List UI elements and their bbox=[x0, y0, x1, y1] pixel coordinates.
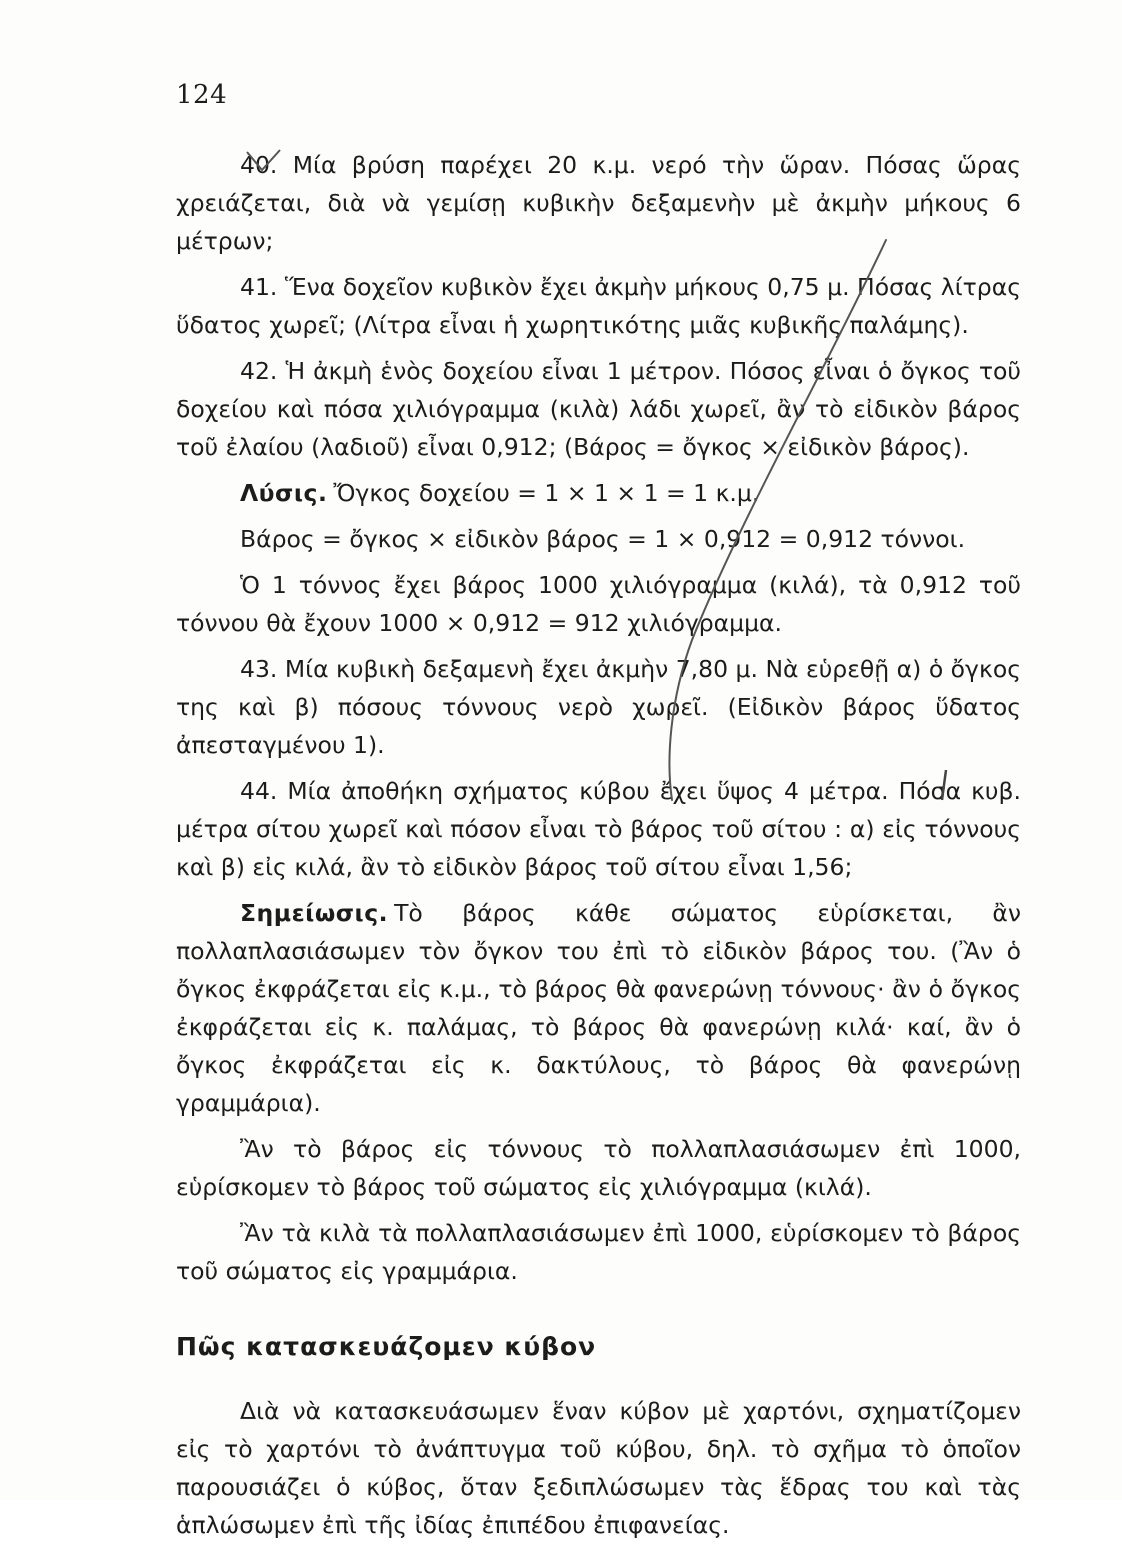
page-number: 124 bbox=[176, 80, 228, 110]
solution-line-3: Ὁ 1 τόννος ἔχει βάρος 1000 χιλιόγραμμα (κιλά), τὰ 0,912 τοῦ τόννου θὰ ἔχουν 1000 × 0,912 = 912 χιλιόγραμμα. bbox=[176, 571, 1021, 637]
solution-label: Λύσις. bbox=[240, 479, 328, 507]
exercise-40: 40. Μία βρύση παρέχει 20 κ.μ. νερό τὴν ὥραν. Πόσας ὥρας χρειάζεται, διὰ νὰ γεμίσῃ κυβικὴν δεξαμενὴν μὲ ἀκμὴν μήκους 6 μέτρων; bbox=[176, 151, 1021, 255]
note-label: Σημείωσις. bbox=[240, 899, 389, 927]
section-heading: Πῶς κατασκευάζομεν κύβον bbox=[176, 1332, 597, 1361]
solution-line-1 bbox=[176, 474, 1021, 512]
exercise-41: 41. Ἕνα δοχεῖον κυβικὸν ἔχει ἀκμὴν μήκους 0,75 μ. Πόσας λίτρας ὕδατος χωρεῖ; (Λίτρα εἶναι ἡ χωρητικότης μιᾶς κυβικῆς παλάμης). bbox=[176, 273, 1021, 339]
section-paragraph: Διὰ νὰ κατασκευάσωμεν ἕναν κύβον μὲ χαρτόνι, σχηματίζομεν εἰς τὸ χαρτόνι τὸ ἀνάπτυγμα τοῦ κύβου, δηλ. τὸ σχῆμα τὸ ὁποῖον παρουσιάζει ὁ κύβος, ὅταν ξεδιπλώσωμεν τὰς ἕδρας του καὶ τὰς ἁπλώσωμεν ἐπὶ τῆς ἰδίας ἐπιπέδου ἐπιφανείας. bbox=[176, 1397, 1021, 1539]
note-paragraph-2: Ἂν τὸ βάρος εἰς τόννους τὸ πολλαπλασιάσωμεν ἐπὶ 1000, εὑρίσκομεν τὸ βάρος τοῦ σώματος εἰς χιλιόγραμμα (κιλά). bbox=[176, 1135, 1021, 1201]
solution-line-2: Βάρος = ὄγκος × εἰδικὸν βάρος = 1 × 0,912 = 0,912 τόννοι. bbox=[240, 525, 966, 553]
exercise-44: 44. Μία ἀποθήκη σχήματος κύβου ἔχει ὕψος 4 μέτρα. Πόσα κυβ. μέτρα σίτου χωρεῖ καὶ πόσον εἶναι τὸ βάρος τοῦ σίτου : α) εἰς τόννους καὶ β) εἰς κιλά, ἂν τὸ εἰδικὸν βάρος τοῦ σίτου εἶναι 1,56; bbox=[176, 777, 1021, 881]
exercise-43: 43. Μία κυβικὴ δεξαμενὴ ἔχει ἀκμὴν 7,80 μ. Νὰ εὑρεθῇ α) ὁ ὄγκος της καὶ β) πόσους τόννους νερὸ χωρεῖ. (Εἰδικὸν βάρος ὕδατος ἀπεσταγμένου 1). bbox=[176, 655, 1021, 759]
exercise-42: 42. Ἡ ἀκμὴ ἑνὸς δοχείου εἶναι 1 μέτρον. Πόσος εἶναι ὁ ὄγκος τοῦ δοχείου καὶ πόσα χιλιόγραμμα (κιλὰ) λάδι χωρεῖ, ἂν τὸ εἰδικὸν βάρος τοῦ ἐλαίου (λαδιοῦ) εἶναι 0,912; (Βάρος = ὄγκος × εἰδικὸν βάρος). bbox=[176, 357, 1021, 461]
note-paragraph bbox=[176, 894, 1021, 1122]
page-body bbox=[176, 146, 1021, 1552]
solution-text-1: Ὄγκος δοχείου = 1 × 1 × 1 = 1 κ.μ. bbox=[333, 479, 760, 507]
note-paragraph-3: Ἂν τὰ κιλὰ τὰ πολλαπλασιάσωμεν ἐπὶ 1000, εὑρίσκομεν τὸ βάρος τοῦ σώματος εἰς γραμμάρια. bbox=[176, 1219, 1021, 1285]
note-text: Τὸ βάρος κάθε σώματος εὑρίσκεται, ἂν πολλαπλασιάσωμεν τὸν ὄγκον του ἐπὶ τὸ εἰδικὸν βάρος του. (Ἂν ὁ ὄγκος ἐκφράζεται εἰς κ.μ., τὸ βάρος θὰ φανερώνῃ τόννους· ἂν ὁ ὄγκος ἐκφράζεται εἰς κ. παλάμας, τὸ βάρος θὰ φανερώνῃ κιλά· καί, ἂν ὁ ὄγκος ἐκφράζεται εἰς κ. δακτύλους, τὸ βάρος θὰ φανερώνῃ γραμμάρια). bbox=[176, 899, 1021, 1117]
